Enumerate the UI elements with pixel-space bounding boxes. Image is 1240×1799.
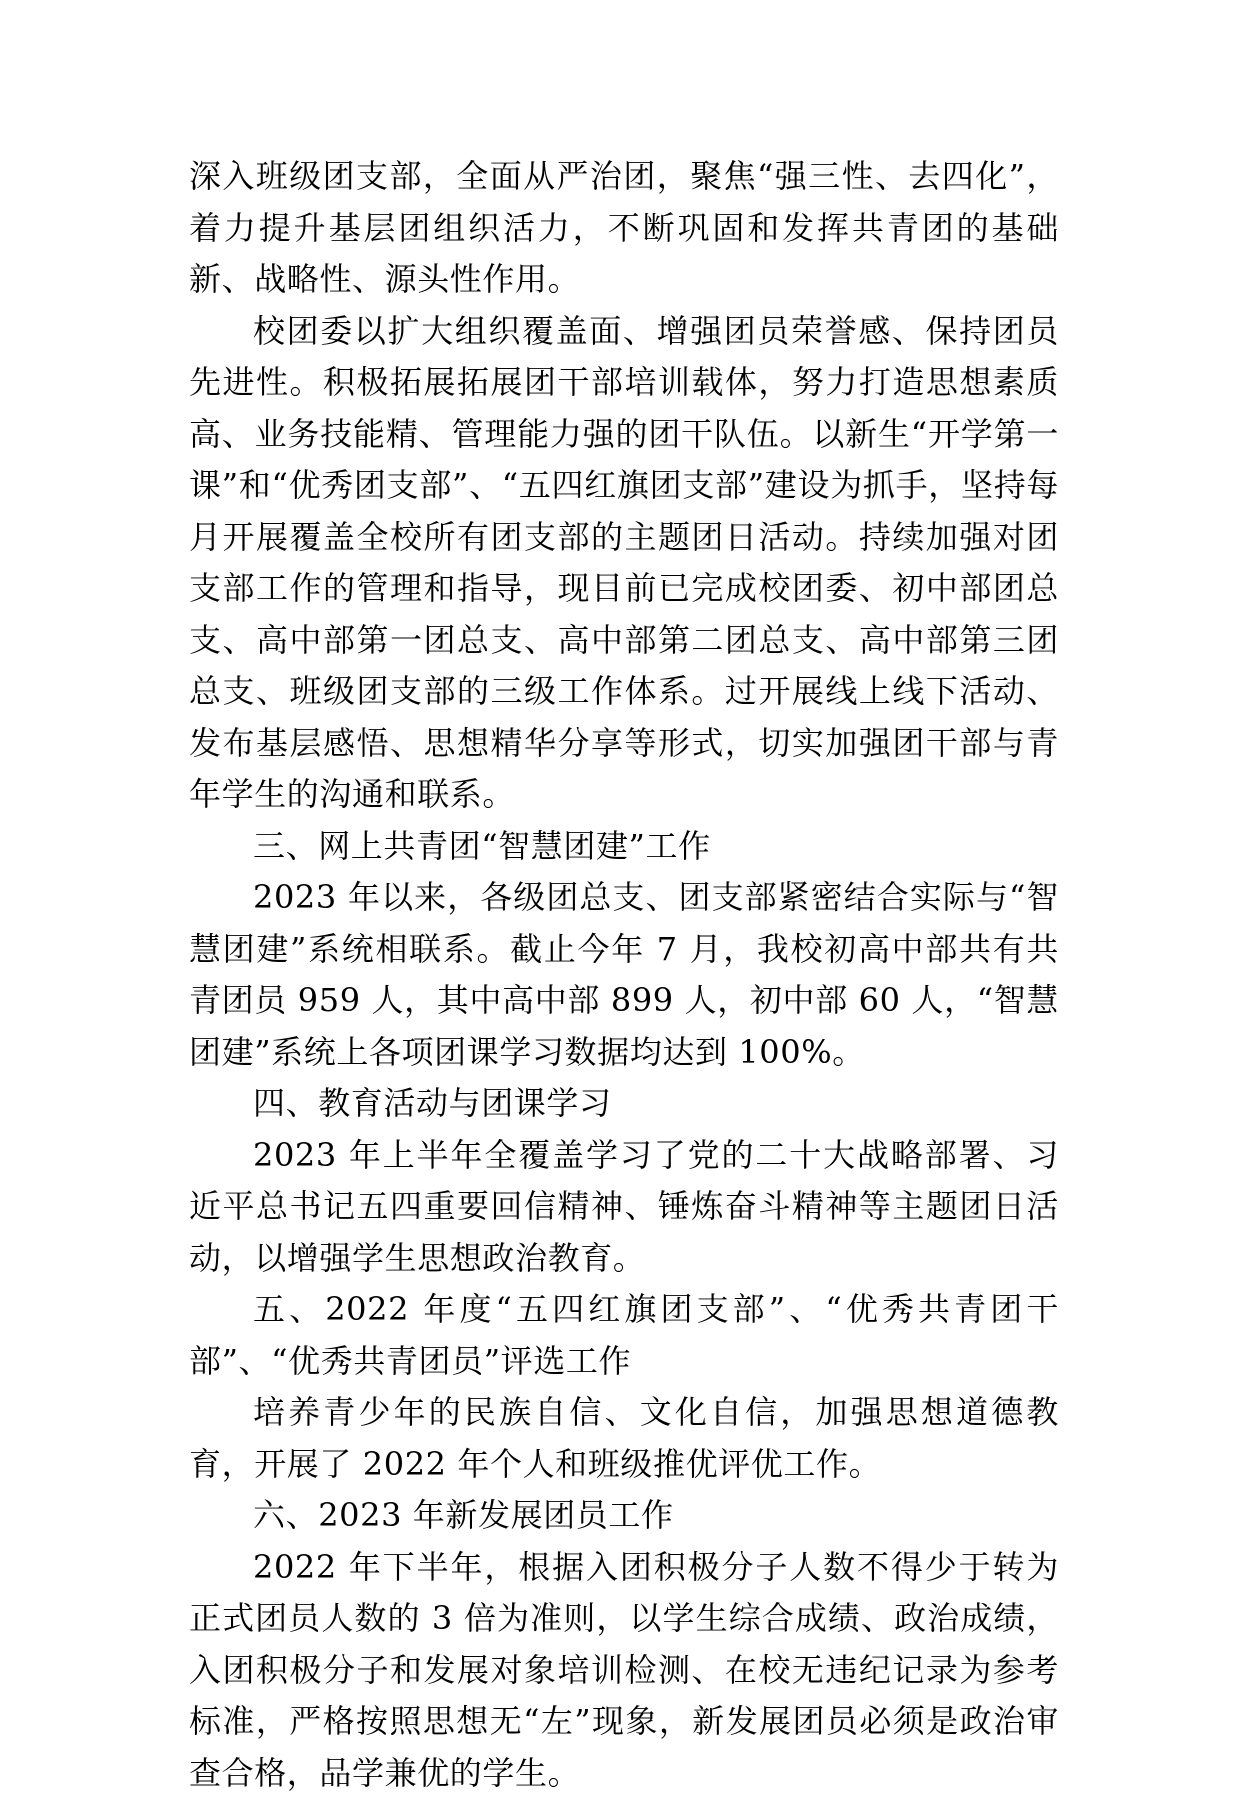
section-heading-3: 三、网上共青团“智慧团建”工作 (189, 821, 1059, 873)
paragraph-selection: 培养青少年的民族自信、文化自信，加强思想道德教育，开展了 2022 年个人和班级推优评优工作。 (189, 1387, 1059, 1490)
section-heading-4: 四、教育活动与团课学习 (189, 1078, 1059, 1130)
document-page (189, 151, 1059, 1799)
section-heading-6: 六、2023 年新发展团员工作 (189, 1490, 1059, 1542)
paragraph-smart-league: 2023 年以来，各级团总支、团支部紧密结合实际与“智慧团建”系统相联系。截止今年 7 月，我校初高中部共有共青团员 959 人，其中高中部 899 人，初中部 60 人，“智慧团建”系统上各项团课学习数据均达到 100%。 (189, 872, 1059, 1078)
paragraph-continuation: 深入班级团支部，全面从严治团，聚焦“强三性、去四化”，着力提升基层团组织活力，不断巩固和发挥共青团的基础新、战略性、源头性作用。 (189, 151, 1059, 306)
section-heading-5: 五、2022 年度“五四红旗团支部”、“优秀共青团干部”、“优秀共青团员”评选工作 (189, 1284, 1059, 1387)
paragraph-new-members: 2022 年下半年，根据入团积极分子人数不得少于转为正式团员人数的 3 倍为准则，以学生综合成绩、政治成绩，入团积极分子和发展对象培训检测、在校无违纪记录为参考标准，严格按照思想无“左”现象，新发展团员必须是政治审查合格，品学兼优的学生。 (189, 1542, 1059, 1799)
paragraph-education: 2023 年上半年全覆盖学习了党的二十大战略部署、习近平总书记五四重要回信精神、锤炼奋斗精神等主题团日活动，以增强学生思想政治教育。 (189, 1130, 1059, 1285)
paragraph-organization: 校团委以扩大组织覆盖面、增强团员荣誉感、保持团员先进性。积极拓展拓展团干部培训载体，努力打造思想素质高、业务技能精、管理能力强的团干队伍。以新生“开学第一课”和“优秀团支部”、“五四红旗团支部”建设为抓手，坚持每月开展覆盖全校所有团支部的主题团日活动。持续加强对团支部工作的管理和指导，现目前已完成校团委、初中部团总支、高中部第一团总支、高中部第二团总支、高中部第三团总支、班级团支部的三级工作体系。过开展线上线下活动、发布基层感悟、思想精华分享等形式，切实加强团干部与青年学生的沟通和联系。 (189, 306, 1059, 821)
